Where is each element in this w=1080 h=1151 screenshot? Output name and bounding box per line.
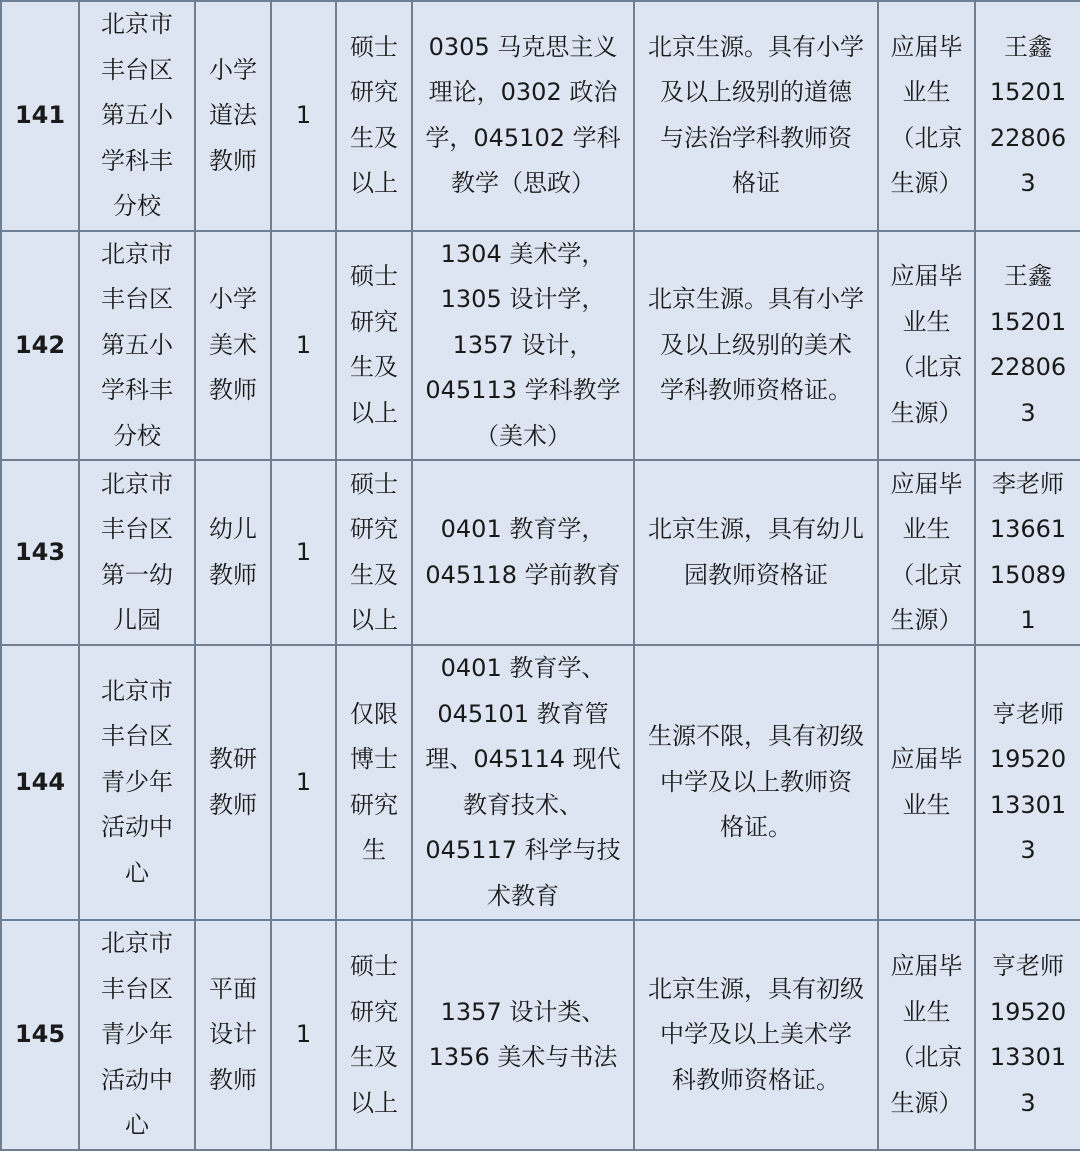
major-line: 1357 设计， xyxy=(452,330,594,359)
contact-line: 1 xyxy=(1020,606,1036,634)
position-line: 小学 xyxy=(209,55,257,84)
contact-line: 22806 xyxy=(989,353,1067,382)
target-line: 业生 xyxy=(902,515,951,543)
row-number-cell: 142 xyxy=(1,231,79,461)
contact-line: 19520 xyxy=(989,745,1067,773)
major-line: 0401 教育学， xyxy=(440,515,606,543)
employer-line: 青少年 xyxy=(101,1020,173,1049)
major-line: 1356 美术与书法 xyxy=(428,1043,618,1071)
major-cell xyxy=(412,231,634,461)
employer-line: 心 xyxy=(125,1111,149,1140)
table-body xyxy=(1,1,1080,1150)
major-line: 教学（思政） xyxy=(451,169,595,198)
position-line: 美术 xyxy=(209,330,257,359)
target-cell xyxy=(878,645,975,920)
employer-line: 分校 xyxy=(113,192,161,220)
requirement-line: 生源不限，具有初级 xyxy=(648,722,864,751)
target-line: 生源） xyxy=(890,398,963,427)
table-row xyxy=(1,920,1080,1150)
contact-line: 22806 xyxy=(989,123,1067,152)
requirement-line: 北京生源。具有小学 xyxy=(648,285,864,313)
education-line: 硕士 xyxy=(350,32,398,61)
requirement-cell xyxy=(634,231,878,461)
position-line: 教师 xyxy=(209,376,257,404)
contact-cell xyxy=(975,920,1080,1150)
position-line: 平面 xyxy=(209,974,257,1003)
table-row xyxy=(1,231,1080,461)
employer-line: 活动中 xyxy=(101,1065,173,1094)
headcount-cell: 1 xyxy=(271,1,336,231)
position-line: 教师 xyxy=(209,790,257,819)
major-line: 教育技术、 xyxy=(463,790,583,819)
contact-line: 15089 xyxy=(989,560,1067,589)
education-line: 研究 xyxy=(350,997,398,1026)
contact-line: 15201 xyxy=(989,78,1067,107)
requirement-line: 园教师资格证 xyxy=(684,560,828,589)
employer-line: 北京市 xyxy=(101,239,173,268)
position-cell xyxy=(195,920,271,1150)
major-line: 术教育 xyxy=(487,881,559,910)
employer-line: 活动中 xyxy=(101,813,173,842)
table-row xyxy=(1,1,1080,231)
requirement-line: 北京生源，具有初级 xyxy=(648,974,864,1003)
education-line: 以上 xyxy=(350,1088,398,1117)
target-line: （北京 xyxy=(890,123,963,152)
major-line: 1357 设计类、 xyxy=(440,997,606,1026)
education-line: 研究 xyxy=(350,790,398,819)
employer-line: 北京市 xyxy=(101,929,173,958)
employer-cell xyxy=(79,460,195,645)
position-line: 教师 xyxy=(209,1065,257,1094)
employer-cell xyxy=(79,1,195,231)
education-line: 生及 xyxy=(350,560,398,589)
requirement-line: 中学及以上美术学 xyxy=(660,1020,852,1049)
major-line: 045118 学前教育 xyxy=(425,560,621,589)
position-cell xyxy=(195,231,271,461)
major-line: 045117 科学与技 xyxy=(425,836,621,864)
employer-line: 北京市 xyxy=(101,469,173,498)
employer-line: 第五小 xyxy=(101,330,173,359)
employer-line: 第一幼 xyxy=(101,560,173,589)
education-line: 硕士 xyxy=(350,469,398,498)
education-cell xyxy=(336,231,412,461)
employer-line: 丰台区 xyxy=(101,55,173,84)
contact-line: 15201 xyxy=(989,307,1067,336)
requirement-line: 学科教师资格证。 xyxy=(660,376,852,404)
contact-line: 3 xyxy=(1020,169,1036,198)
employer-line: 丰台区 xyxy=(101,722,173,751)
employer-line: 丰台区 xyxy=(101,974,173,1003)
education-line: 生及 xyxy=(350,123,398,152)
major-cell xyxy=(412,1,634,231)
employer-line: 丰台区 xyxy=(101,515,173,543)
target-line: 业生 xyxy=(902,78,951,107)
target-line: 生源） xyxy=(890,169,963,198)
major-line: 0305 马克思主义 xyxy=(428,32,618,61)
contact-line: 李老师 xyxy=(992,469,1064,498)
position-cell xyxy=(195,645,271,920)
employer-line: 第五小 xyxy=(101,101,173,129)
contact-cell xyxy=(975,460,1080,645)
education-line: 硕士 xyxy=(350,952,398,980)
contact-line: 亨老师 xyxy=(992,952,1064,980)
education-line: 仅限 xyxy=(350,699,398,728)
headcount-cell: 1 xyxy=(271,645,336,920)
education-line: 研究 xyxy=(350,307,398,336)
target-line: 应届毕 xyxy=(890,262,963,291)
employer-line: 心 xyxy=(125,858,149,887)
employer-line: 丰台区 xyxy=(101,285,173,313)
contact-cell xyxy=(975,231,1080,461)
employer-line: 分校 xyxy=(113,421,161,450)
requirement-cell xyxy=(634,920,878,1150)
requirement-line: 及以上级别的道德 xyxy=(660,78,852,107)
major-line: 1305 设计学， xyxy=(440,285,606,313)
target-line: 业生 xyxy=(902,307,951,336)
education-cell xyxy=(336,645,412,920)
contact-line: 13661 xyxy=(989,515,1067,543)
employer-line: 学科丰 xyxy=(101,146,173,175)
target-cell xyxy=(878,920,975,1150)
position-line: 小学 xyxy=(209,285,257,313)
row-number-cell: 144 xyxy=(1,645,79,920)
requirement-cell xyxy=(634,460,878,645)
major-line: （美术） xyxy=(475,421,571,450)
contact-line: 19520 xyxy=(989,997,1067,1026)
position-line: 教师 xyxy=(209,560,257,589)
target-line: （北京 xyxy=(890,560,963,589)
table-row xyxy=(1,645,1080,920)
target-line: 生源） xyxy=(890,1088,963,1117)
education-line: 以上 xyxy=(350,169,398,198)
contact-line: 3 xyxy=(1020,398,1036,427)
education-line: 以上 xyxy=(350,606,398,634)
requirement-line: 与法治学科教师资 xyxy=(660,123,852,152)
headcount-cell: 1 xyxy=(271,231,336,461)
position-line: 教研 xyxy=(209,745,257,773)
education-line: 博士 xyxy=(350,745,398,773)
major-cell xyxy=(412,920,634,1150)
major-line: 理论，0302 政治 xyxy=(428,78,618,107)
position-line: 设计 xyxy=(209,1020,257,1049)
row-number-cell: 143 xyxy=(1,460,79,645)
major-line: 理、045114 现代 xyxy=(425,745,621,773)
major-cell xyxy=(412,460,634,645)
target-cell xyxy=(878,231,975,461)
target-cell xyxy=(878,460,975,645)
target-line: 生源） xyxy=(890,606,963,634)
requirement-line: 北京生源。具有小学 xyxy=(648,32,864,61)
major-line: 1304 美术学， xyxy=(440,239,606,268)
target-line: 业生 xyxy=(902,997,951,1026)
target-cell xyxy=(878,1,975,231)
contact-cell xyxy=(975,1,1080,231)
row-number-cell: 141 xyxy=(1,1,79,231)
contact-line: 王鑫 xyxy=(1004,262,1052,291)
education-line: 以上 xyxy=(350,398,398,427)
major-line: 0401 教育学、 xyxy=(440,654,606,682)
contact-line: 亨老师 xyxy=(992,699,1064,728)
requirement-cell xyxy=(634,1,878,231)
position-line: 幼儿 xyxy=(209,515,257,543)
position-cell xyxy=(195,460,271,645)
education-cell xyxy=(336,1,412,231)
contact-cell xyxy=(975,645,1080,920)
education-cell xyxy=(336,460,412,645)
requirement-line: 科教师资格证。 xyxy=(672,1065,840,1094)
target-line: 应届毕 xyxy=(890,952,963,980)
requirement-line: 格证。 xyxy=(720,813,792,842)
employer-cell xyxy=(79,920,195,1150)
employer-line: 学科丰 xyxy=(101,376,173,404)
target-line: 应届毕 xyxy=(890,745,963,773)
position-cell xyxy=(195,1,271,231)
target-line: 应届毕 xyxy=(890,469,963,498)
requirement-line: 及以上级别的美术 xyxy=(660,330,852,359)
education-line: 硕士 xyxy=(350,262,398,291)
employer-line: 北京市 xyxy=(101,676,173,705)
employer-cell xyxy=(79,645,195,920)
position-line: 道法 xyxy=(209,101,257,129)
employer-cell xyxy=(79,231,195,461)
requirement-line: 格证 xyxy=(732,169,780,198)
target-line: （北京 xyxy=(890,353,963,382)
employer-line: 儿园 xyxy=(113,606,161,634)
target-line: （北京 xyxy=(890,1043,963,1071)
target-line: 应届毕 xyxy=(890,32,963,61)
row-number-cell: 145 xyxy=(1,920,79,1150)
education-line: 生 xyxy=(362,836,386,864)
contact-line: 王鑫 xyxy=(1004,32,1052,61)
contact-line: 3 xyxy=(1020,1088,1036,1117)
headcount-cell: 1 xyxy=(271,920,336,1150)
position-line: 教师 xyxy=(209,146,257,175)
education-line: 研究 xyxy=(350,78,398,107)
target-line: 业生 xyxy=(902,790,951,819)
education-line: 研究 xyxy=(350,515,398,543)
employer-line: 青少年 xyxy=(101,767,173,796)
contact-line: 13301 xyxy=(989,1043,1067,1071)
major-line: 学，045102 学科 xyxy=(425,123,621,152)
headcount-cell: 1 xyxy=(271,460,336,645)
major-line: 045113 学科教学 xyxy=(425,376,621,404)
major-line: 045101 教育管 xyxy=(437,699,609,728)
major-cell xyxy=(412,645,634,920)
employer-line: 北京市 xyxy=(101,10,173,38)
education-line: 生及 xyxy=(350,1043,398,1071)
requirement-cell xyxy=(634,645,878,920)
requirement-line: 中学及以上教师资 xyxy=(660,767,852,796)
education-line: 生及 xyxy=(350,353,398,382)
contact-line: 13301 xyxy=(989,790,1067,819)
requirement-line: 北京生源，具有幼儿 xyxy=(648,515,864,543)
table-row xyxy=(1,460,1080,645)
education-cell xyxy=(336,920,412,1150)
contact-line: 3 xyxy=(1020,836,1036,864)
